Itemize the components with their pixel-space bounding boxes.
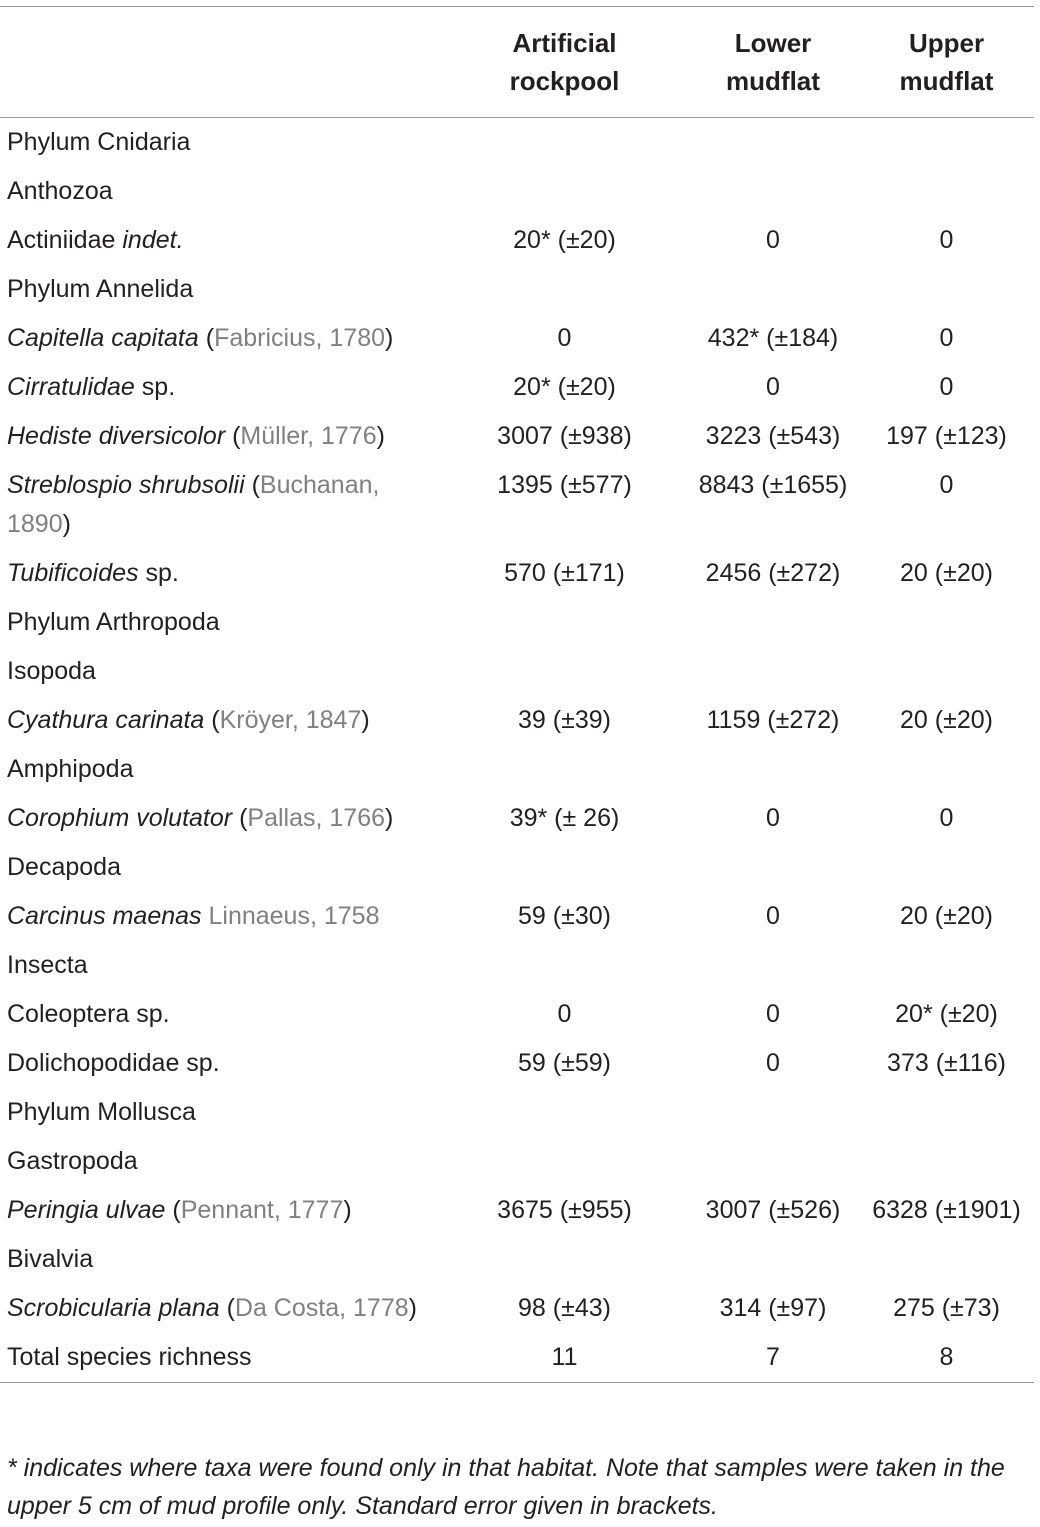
table-row — [0, 745, 1034, 794]
taxon-name: Bivalvia — [7, 1245, 94, 1273]
value-artificial-rockpool: 3007 (±938) — [497, 422, 632, 450]
value-artificial-rockpool: 98 (±43) — [518, 1294, 611, 1322]
value-lower-mudflat: 0 — [766, 373, 780, 401]
taxon-cell — [0, 1088, 442, 1137]
header-artificial-rockpool: Artificial rockpool — [509, 28, 620, 96]
value-upper-mudflat: 373 (±116) — [887, 1049, 1006, 1077]
taxon-cell — [0, 1186, 442, 1235]
taxon-name: Coleoptera sp. — [7, 1000, 170, 1028]
value-artificial-rockpool: 0 — [557, 1000, 572, 1028]
value-upper-mudflat — [859, 843, 1034, 892]
value-lower-mudflat: 432* (±184) — [707, 324, 839, 352]
taxon-name: Streblospio shrubsolii — [7, 471, 245, 499]
taxon-name: Hediste diversicolor — [7, 422, 226, 450]
taxon-cell — [0, 314, 442, 363]
value-artificial-rockpool — [442, 1235, 687, 1284]
value-artificial-rockpool — [442, 118, 687, 168]
taxon-name: Peringia ulvae — [7, 1196, 166, 1224]
authority-open-paren: ( — [239, 804, 248, 832]
value-lower-mudflat: 0 — [766, 226, 780, 254]
value-lower-mudflat: 2456 (±272) — [705, 559, 841, 587]
table-row — [0, 1333, 1034, 1383]
value-lower-mudflat: 0 — [766, 1049, 780, 1077]
value-lower-mudflat: 3223 (±543) — [705, 422, 841, 450]
value-upper-mudflat: 0 — [939, 226, 954, 254]
value-upper-mudflat: 6328 (±1901) — [872, 1196, 1021, 1224]
value-upper-mudflat: 0 — [939, 471, 954, 499]
taxon-name: Actiniidae — [7, 226, 116, 254]
table-row — [0, 794, 1034, 843]
authority-open-paren: ( — [211, 706, 220, 734]
taxon-name: Dolichopodidae sp. — [7, 1049, 220, 1077]
value-lower-mudflat: 8843 (±1655) — [698, 471, 848, 499]
value-upper-mudflat — [859, 1088, 1034, 1137]
value-lower-mudflat: 3007 (±526) — [705, 1196, 841, 1224]
value-artificial-rockpool — [442, 843, 687, 892]
taxon-qualifier: indet. — [122, 226, 184, 254]
authority-open-paren: ( — [251, 471, 260, 499]
value-upper-mudflat — [859, 265, 1034, 314]
table-footnote: * indicates where taxa were found only in that habitat. Note that samples were taken in the upper 5 cm of mud profile only. Standard error given in brackets. — [7, 1454, 1005, 1520]
value-upper-mudflat — [859, 1235, 1034, 1284]
taxon-cell — [0, 647, 442, 696]
table-row — [0, 941, 1034, 990]
value-upper-mudflat: 20 (±20) — [900, 902, 993, 930]
taxa-abundance-table — [0, 6, 1034, 1383]
authority-open-paren: ( — [205, 324, 215, 352]
value-lower-mudflat — [687, 745, 859, 794]
taxon-cell — [0, 167, 442, 216]
value-upper-mudflat: 20* (±20) — [895, 1000, 998, 1028]
value-upper-mudflat — [859, 941, 1034, 990]
taxon-cell — [0, 412, 442, 461]
value-upper-mudflat: 0 — [939, 373, 954, 401]
authority-close-paren: ) — [385, 804, 394, 832]
value-artificial-rockpool: 1395 (±577) — [497, 471, 632, 499]
taxon-cell — [0, 843, 442, 892]
value-lower-mudflat: 314 (±97) — [719, 1294, 827, 1322]
value-artificial-rockpool — [442, 598, 687, 647]
value-lower-mudflat — [687, 1137, 859, 1186]
value-lower-mudflat — [687, 167, 859, 216]
authority-close-paren: ) — [62, 510, 71, 538]
table-header — [0, 7, 1034, 118]
value-lower-mudflat — [687, 1235, 859, 1284]
taxon-cell — [0, 696, 442, 745]
table-row — [0, 216, 1034, 265]
taxon-cell — [0, 549, 442, 598]
value-lower-mudflat — [687, 598, 859, 647]
value-lower-mudflat — [687, 118, 859, 168]
taxon-name: Amphipoda — [7, 755, 134, 783]
taxon-cell — [0, 794, 442, 843]
table-row — [0, 1284, 1034, 1333]
value-artificial-rockpool: 59 (±30) — [518, 902, 611, 930]
taxon-authority: Buchanan, 1890 — [7, 471, 380, 538]
table-body — [0, 118, 1034, 1383]
table-row — [0, 598, 1034, 647]
taxon-authority: Pallas, 1766 — [247, 804, 386, 832]
taxon-name: Insecta — [7, 951, 88, 979]
table-row — [0, 647, 1034, 696]
table-row — [0, 1137, 1034, 1186]
taxon-name: Phylum Annelida — [7, 275, 194, 303]
value-artificial-rockpool — [442, 265, 687, 314]
taxon-authority: Kröyer, 1847 — [219, 706, 362, 734]
value-artificial-rockpool: 11 — [551, 1343, 578, 1371]
taxon-cell — [0, 1039, 442, 1088]
table-row — [0, 892, 1034, 941]
value-artificial-rockpool — [442, 1088, 687, 1137]
value-artificial-rockpool — [442, 167, 687, 216]
value-lower-mudflat: 7 — [766, 1343, 780, 1371]
taxon-name: Cyathura carinata — [7, 706, 205, 734]
table-row — [0, 1088, 1034, 1137]
taxon-name: Tubificoides — [7, 559, 139, 587]
taxon-name: Total species richness — [7, 1343, 252, 1371]
taxon-cell — [0, 745, 442, 794]
taxon-cell — [0, 363, 442, 412]
value-artificial-rockpool — [442, 941, 687, 990]
value-upper-mudflat — [859, 745, 1034, 794]
value-upper-mudflat — [859, 598, 1034, 647]
table-row — [0, 990, 1034, 1039]
taxon-name: Scrobicularia plana — [7, 1294, 220, 1322]
taxon-name: Anthozoa — [7, 177, 113, 205]
value-artificial-rockpool: 20* (±20) — [513, 226, 616, 254]
table-row — [0, 167, 1034, 216]
taxon-cell — [0, 941, 442, 990]
taxon-cell — [0, 265, 442, 314]
authority-close-paren: ) — [343, 1196, 352, 1224]
value-upper-mudflat: 275 (±73) — [893, 1294, 1000, 1322]
value-artificial-rockpool: 39 (±39) — [518, 706, 611, 734]
taxon-cell — [0, 990, 442, 1039]
table-row — [0, 461, 1034, 549]
value-upper-mudflat — [859, 1137, 1034, 1186]
taxon-name: Cirratulidae — [7, 373, 135, 401]
taxon-cell — [0, 216, 442, 265]
value-lower-mudflat — [687, 265, 859, 314]
table-row — [0, 1039, 1034, 1088]
taxon-suffix: sp. — [141, 373, 176, 401]
value-upper-mudflat: 0 — [939, 804, 954, 832]
taxon-name: Phylum Arthropoda — [7, 608, 220, 636]
authority-close-paren: ) — [361, 706, 370, 734]
table-row — [0, 412, 1034, 461]
value-artificial-rockpool: 3675 (±955) — [497, 1196, 632, 1224]
table-row — [0, 118, 1034, 168]
table-row — [0, 1186, 1034, 1235]
value-lower-mudflat: 1159 (±272) — [706, 706, 840, 734]
taxon-cell — [0, 1284, 442, 1333]
taxon-name: Decapoda — [7, 853, 121, 881]
taxon-name: Phylum Mollusca — [7, 1098, 196, 1126]
taxon-cell — [0, 1137, 442, 1186]
value-upper-mudflat: 20 (±20) — [900, 559, 993, 587]
value-artificial-rockpool: 570 (±171) — [504, 559, 625, 587]
value-upper-mudflat: 197 (±123) — [886, 422, 1007, 450]
value-upper-mudflat — [859, 647, 1034, 696]
taxon-name: Isopoda — [7, 657, 96, 685]
value-artificial-rockpool — [442, 745, 687, 794]
value-upper-mudflat: 20 (±20) — [900, 706, 993, 734]
table-row — [0, 363, 1034, 412]
value-upper-mudflat: 0 — [939, 324, 954, 352]
taxon-authority: Müller, 1776 — [240, 422, 377, 450]
taxon-name: Gastropoda — [7, 1147, 138, 1175]
value-artificial-rockpool: 39* (± 26) — [509, 804, 620, 832]
value-upper-mudflat — [859, 167, 1034, 216]
taxon-cell — [0, 892, 442, 941]
authority-open-paren: ( — [232, 422, 241, 450]
taxon-authority: Linnaeus, 1758 — [208, 902, 380, 930]
taxon-cell — [0, 598, 442, 647]
taxon-name: Carcinus maenas — [7, 902, 202, 930]
table-row — [0, 1235, 1034, 1284]
taxon-suffix: sp. — [145, 559, 179, 587]
table-row — [0, 314, 1034, 363]
value-lower-mudflat — [687, 843, 859, 892]
value-upper-mudflat: 8 — [939, 1343, 954, 1371]
authority-close-paren: ) — [385, 324, 394, 352]
taxon-cell — [0, 461, 442, 549]
taxon-name: Capitella capitata — [7, 324, 199, 352]
taxon-cell — [0, 1235, 442, 1284]
authority-close-paren: ) — [408, 1294, 417, 1322]
value-artificial-rockpool — [442, 1137, 687, 1186]
authority-open-paren: ( — [226, 1294, 235, 1322]
authority-close-paren: ) — [376, 422, 385, 450]
value-lower-mudflat: 0 — [766, 902, 780, 930]
value-artificial-rockpool — [442, 647, 687, 696]
taxon-name: Phylum Cnidaria — [7, 128, 191, 156]
header-lower-mudflat: Lower mudflat — [726, 28, 820, 96]
value-lower-mudflat: 0 — [766, 1000, 780, 1028]
taxon-authority: Pennant, 1777 — [180, 1196, 344, 1224]
taxon-cell — [0, 118, 442, 168]
value-upper-mudflat — [859, 118, 1034, 168]
taxon-cell — [0, 1333, 442, 1383]
taxon-authority: Fabricius, 1780 — [214, 324, 386, 352]
table-row — [0, 843, 1034, 892]
header-row — [0, 7, 1034, 118]
table-row — [0, 265, 1034, 314]
authority-open-paren: ( — [172, 1196, 181, 1224]
table-row — [0, 549, 1034, 598]
table-row — [0, 696, 1034, 745]
value-artificial-rockpool: 20* (±20) — [513, 373, 616, 401]
value-lower-mudflat — [687, 1088, 859, 1137]
value-lower-mudflat — [687, 647, 859, 696]
value-lower-mudflat: 0 — [766, 804, 780, 832]
value-artificial-rockpool: 0 — [557, 324, 572, 352]
header-taxon — [0, 7, 442, 118]
value-artificial-rockpool: 59 (±59) — [518, 1049, 611, 1077]
value-lower-mudflat — [687, 941, 859, 990]
taxon-authority: Da Costa, 1778 — [234, 1294, 409, 1322]
taxon-name: Corophium volutator — [7, 804, 233, 832]
header-upper-mudflat: Upper mudflat — [899, 28, 994, 96]
